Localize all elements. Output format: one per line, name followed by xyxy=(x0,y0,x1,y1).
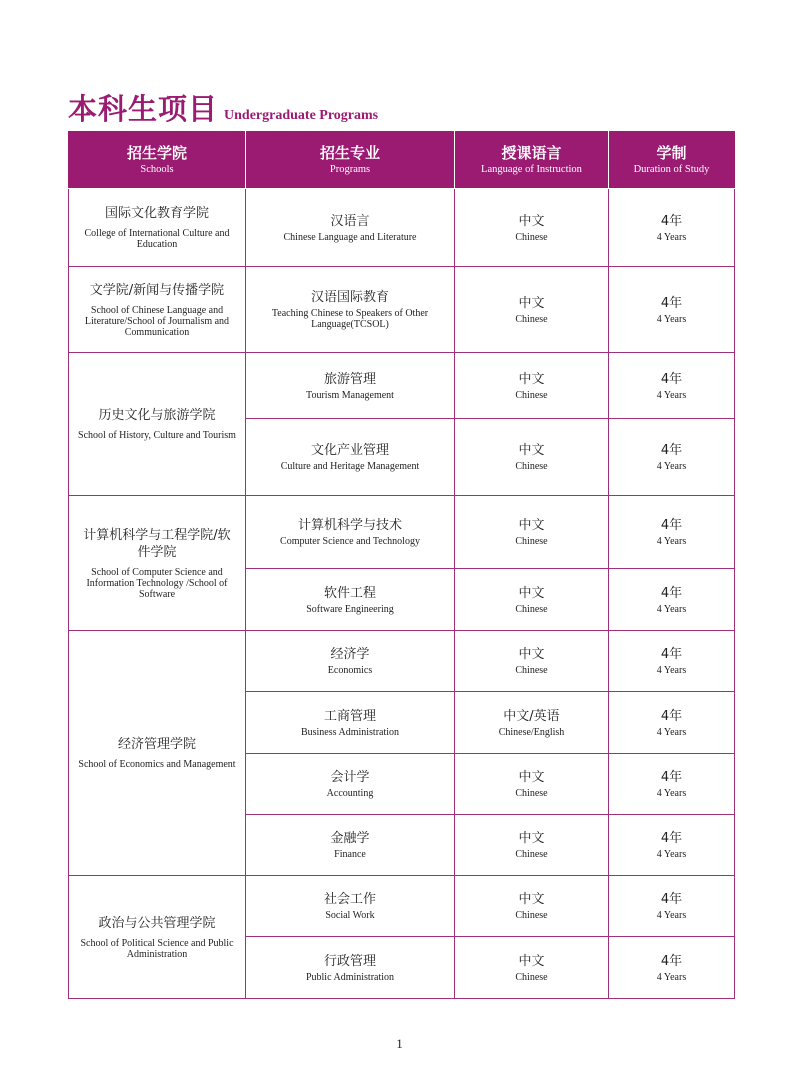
table-header-row xyxy=(69,132,735,189)
program-name-en: Tourism Management xyxy=(306,389,394,401)
page-title-chinese: 本科生项目 xyxy=(68,92,219,126)
program-name-zh: 金融学 xyxy=(330,831,370,846)
school-cell xyxy=(69,496,246,631)
program-name-zh: 软件工程 xyxy=(323,585,376,601)
language-cell xyxy=(455,419,609,496)
duration-zh: 4年 xyxy=(660,213,683,229)
program-cell xyxy=(246,876,455,937)
duration-cell xyxy=(609,937,735,999)
program-name-en: Software Engineering xyxy=(306,603,394,615)
duration-cell xyxy=(609,815,735,876)
program-cell xyxy=(246,189,455,267)
duration-en: 4 Years xyxy=(656,231,687,243)
header-schools-zh: 招生学院 xyxy=(126,144,187,162)
duration-zh: 4年 xyxy=(660,831,683,846)
school-name-zh: 国际文化教育学院 xyxy=(104,206,209,221)
program-name-en: Chinese Language and Literature xyxy=(283,231,417,243)
language-zh: 中文 xyxy=(518,443,545,458)
language-en: Chinese/English xyxy=(498,726,565,738)
duration-en: 4 Years xyxy=(656,603,687,615)
table-row xyxy=(69,189,735,267)
language-zh: 中文 xyxy=(518,585,545,601)
duration-en: 4 Years xyxy=(656,726,687,738)
duration-en: 4 Years xyxy=(656,788,687,799)
school-cell xyxy=(69,267,246,353)
school-name-zh: 经济管理学院 xyxy=(117,737,196,752)
language-cell xyxy=(455,496,609,569)
program-name-en: Teaching Chinese to Speakers of Other Language(TCSOL) xyxy=(271,308,429,330)
program-name-zh: 行政管理 xyxy=(323,953,376,969)
duration-cell xyxy=(609,267,735,353)
language-en: Chinese xyxy=(515,665,548,676)
header-programs-en: Programs xyxy=(329,164,371,175)
table-row xyxy=(69,876,735,937)
school-name-zh: 计算机科学与工程学院/软件学院 xyxy=(83,527,231,560)
school-name-en: School of Computer Science and Information Technology /School of Software xyxy=(86,566,228,600)
language-en: Chinese xyxy=(515,461,548,472)
program-cell xyxy=(246,419,455,496)
school-cell xyxy=(69,631,246,876)
duration-zh: 4年 xyxy=(660,770,683,785)
duration-en: 4 Years xyxy=(656,313,687,325)
school-name-en: School of Chinese Language and Literature/School of Journalism and Communication xyxy=(84,304,230,338)
language-zh: 中文 xyxy=(518,371,545,387)
language-en: Chinese xyxy=(515,788,548,799)
duration-zh: 4年 xyxy=(660,708,683,724)
header-duration xyxy=(609,132,735,189)
language-en: Chinese xyxy=(515,231,548,243)
language-en: Chinese xyxy=(515,971,548,983)
duration-en: 4 Years xyxy=(656,461,687,472)
duration-zh: 4年 xyxy=(660,953,683,969)
language-en: Chinese xyxy=(515,536,548,547)
program-cell xyxy=(246,692,455,754)
language-zh: 中文 xyxy=(518,953,545,969)
language-en: Chinese xyxy=(515,910,548,921)
program-cell xyxy=(246,496,455,569)
program-name-zh: 工商管理 xyxy=(323,708,376,724)
duration-cell xyxy=(609,876,735,937)
language-zh: 中文 xyxy=(518,892,545,907)
program-name-en: Public Administration xyxy=(305,971,395,983)
duration-zh: 4年 xyxy=(660,892,683,907)
school-name-en: School of History, Culture and Tourism xyxy=(78,430,236,441)
table-row xyxy=(69,496,735,569)
program-name-en: Business Administration xyxy=(300,726,400,738)
header-language-en: Language of Instruction xyxy=(481,164,582,175)
duration-en: 4 Years xyxy=(656,910,687,921)
duration-en: 4 Years xyxy=(656,849,687,860)
page-title xyxy=(68,84,378,124)
program-name-zh: 文化产业管理 xyxy=(310,443,389,458)
language-zh: 中文 xyxy=(518,770,545,785)
page-title-english: Undergraduate Programs xyxy=(224,108,379,123)
program-cell xyxy=(246,754,455,815)
language-zh: 中文 xyxy=(518,518,545,533)
program-name-zh: 计算机科学与技术 xyxy=(297,518,402,533)
language-cell xyxy=(455,876,609,937)
language-cell xyxy=(455,569,609,631)
school-name-en: School of Economics and Management xyxy=(78,759,236,770)
school-name-en: School of Political Science and Public Administration xyxy=(80,937,234,960)
programs-table xyxy=(68,131,735,999)
duration-cell xyxy=(609,754,735,815)
language-en: Chinese xyxy=(515,313,548,325)
duration-en: 4 Years xyxy=(656,971,687,983)
header-duration-en: Duration of Study xyxy=(633,164,710,175)
program-cell xyxy=(246,267,455,353)
language-zh: 中文/英语 xyxy=(503,708,560,724)
program-name-zh: 社会工作 xyxy=(323,892,376,907)
program-cell xyxy=(246,353,455,419)
duration-cell xyxy=(609,353,735,419)
program-name-zh: 经济学 xyxy=(330,647,370,662)
duration-en: 4 Years xyxy=(656,665,687,676)
program-name-en: Finance xyxy=(334,849,366,860)
language-zh: 中文 xyxy=(518,213,545,229)
header-language xyxy=(455,132,609,189)
language-cell xyxy=(455,189,609,267)
header-programs xyxy=(246,132,455,189)
language-en: Chinese xyxy=(515,603,548,615)
language-zh: 中文 xyxy=(518,295,545,311)
table-row xyxy=(69,353,735,419)
table-row xyxy=(69,267,735,353)
language-cell xyxy=(455,631,609,692)
language-cell xyxy=(455,815,609,876)
duration-cell xyxy=(609,692,735,754)
program-name-en: Culture and Heritage Management xyxy=(280,461,420,472)
program-cell xyxy=(246,815,455,876)
table-row xyxy=(69,631,735,692)
page-number: 1 xyxy=(396,1036,403,1051)
language-en: Chinese xyxy=(515,849,548,860)
program-name-zh: 汉语国际教育 xyxy=(310,290,389,305)
program-name-zh: 旅游管理 xyxy=(323,371,376,387)
program-cell xyxy=(246,631,455,692)
school-cell xyxy=(69,353,246,496)
school-name-zh: 文学院/新闻与传播学院 xyxy=(89,282,225,298)
header-programs-zh: 招生专业 xyxy=(319,144,380,162)
program-name-zh: 会计学 xyxy=(330,770,370,785)
language-zh: 中文 xyxy=(518,647,545,662)
program-cell xyxy=(246,569,455,631)
duration-zh: 4年 xyxy=(660,585,683,601)
duration-en: 4 Years xyxy=(656,536,687,547)
program-name-zh: 汉语言 xyxy=(330,213,370,229)
language-en: Chinese xyxy=(515,389,548,401)
program-name-en: Accounting xyxy=(326,788,374,799)
duration-cell xyxy=(609,569,735,631)
duration-cell xyxy=(609,419,735,496)
duration-zh: 4年 xyxy=(660,518,683,533)
school-name-zh: 政治与公共管理学院 xyxy=(98,915,216,931)
school-name-en: College of International Culture and Education xyxy=(84,228,230,250)
language-cell xyxy=(455,937,609,999)
school-name-zh: 历史文化与旅游学院 xyxy=(98,408,216,423)
program-cell xyxy=(246,937,455,999)
program-name-en: Social Work xyxy=(325,910,375,921)
duration-cell xyxy=(609,496,735,569)
header-schools xyxy=(69,132,246,189)
language-cell xyxy=(455,754,609,815)
duration-zh: 4年 xyxy=(660,371,683,387)
language-cell xyxy=(455,692,609,754)
program-name-en: Computer Science and Technology xyxy=(280,536,420,547)
duration-en: 4 Years xyxy=(656,389,687,401)
header-language-zh: 授课语言 xyxy=(501,144,562,162)
language-zh: 中文 xyxy=(518,831,545,846)
language-cell xyxy=(455,353,609,419)
duration-zh: 4年 xyxy=(660,443,683,458)
duration-cell xyxy=(609,189,735,267)
program-name-en: Economics xyxy=(327,665,373,676)
language-cell xyxy=(455,267,609,353)
duration-cell xyxy=(609,631,735,692)
school-cell xyxy=(69,189,246,267)
school-cell xyxy=(69,876,246,999)
header-schools-en: Schools xyxy=(140,164,174,175)
header-duration-zh: 学制 xyxy=(656,144,687,162)
duration-zh: 4年 xyxy=(660,295,683,311)
duration-zh: 4年 xyxy=(660,647,683,662)
